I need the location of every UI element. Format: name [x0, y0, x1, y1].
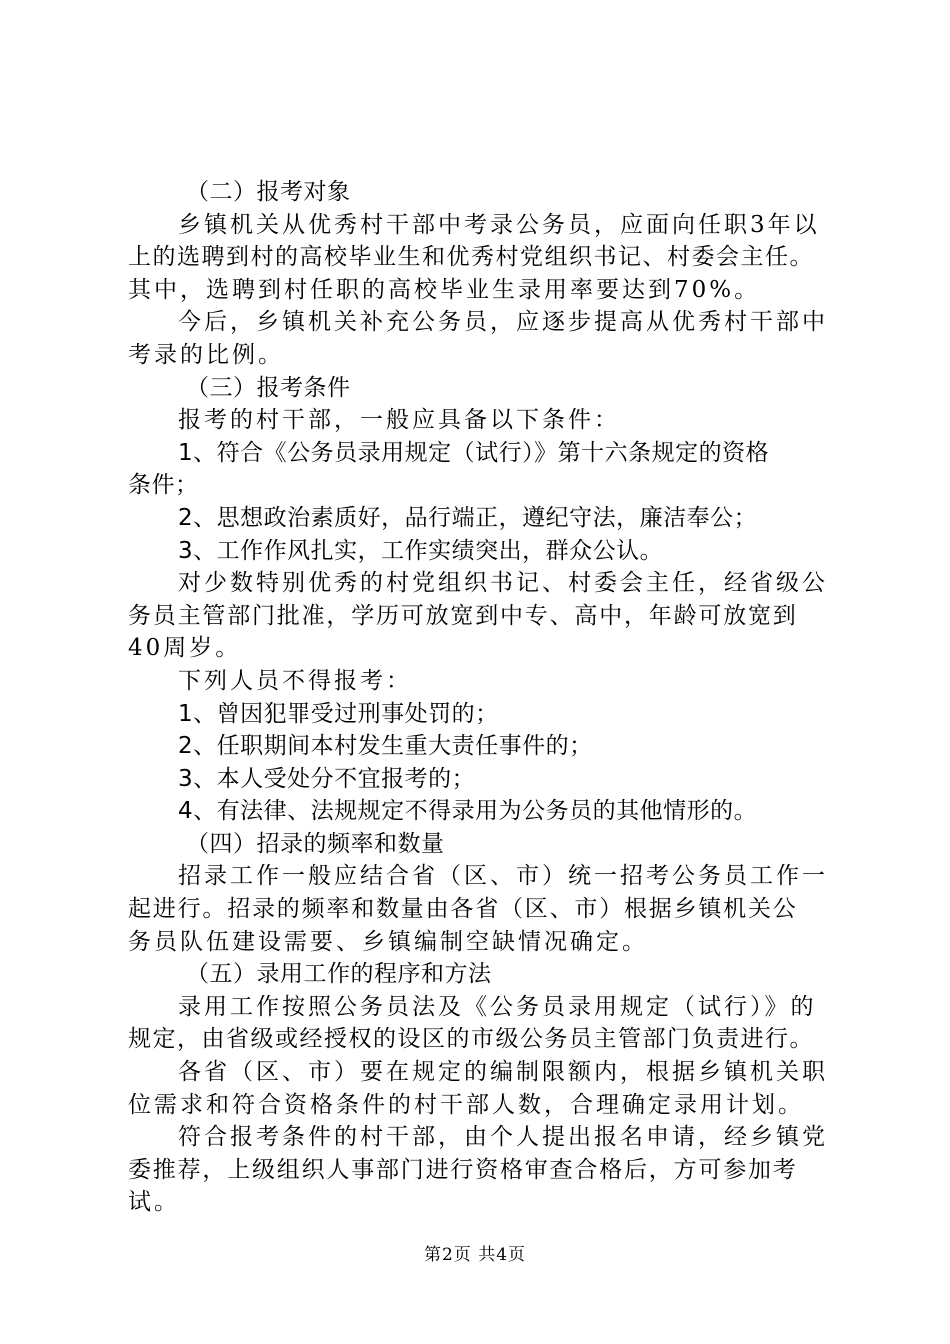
paragraph-line: 录用工作按照公务员法及《公务员录用规定（试行）》的	[178, 993, 817, 1020]
paragraph-line: 上的选聘到村的高校毕业生和优秀村党组织书记、村委会主任。	[128, 244, 814, 271]
page-number-footer: 第2页 共4页	[423, 1245, 527, 1265]
section-heading-2: （二）报考对象	[186, 179, 351, 205]
list-item: 4、有法律、法规规定不得录用为公务员的其他情形的。	[178, 798, 758, 825]
list-item: 2、思想政治素质好，品行端正，遵纪守法，廉洁奉公；	[178, 504, 758, 531]
section-heading-3: （三）报考条件	[186, 374, 351, 401]
list-item: 1、曾因犯罪受过刑事处罚的；	[178, 700, 499, 727]
paragraph-line: 委推荐，上级组织人事部门进行资格审查合格后，方可参加考	[128, 1156, 798, 1183]
paragraph-line: 位需求和符合资格条件的村干部人数，合理确定录用计划。	[128, 1091, 804, 1118]
list-item: 3、工作作风扎实，工作实绩突出，群众公认。	[178, 537, 664, 564]
paragraph-line: 今后，乡镇机关补充公务员，应逐步提高从优秀村干部中	[178, 309, 828, 336]
paragraph-line: 40周岁。	[128, 635, 242, 662]
document-body	[128, 176, 840, 1219]
paragraph-line: 各省（区、市）要在规定的编制限额内，根据乡镇机关职	[178, 1059, 828, 1086]
section-heading-5: （五）录用工作的程序和方法	[186, 961, 492, 988]
paragraph-line: 乡镇机关从优秀村干部中考录公务员，应面向任职3年以	[178, 211, 820, 238]
paragraph-line: 下列人员不得报考：	[178, 667, 412, 694]
paragraph-line: 符合报考条件的村干部，由个人提出报名申请，经乡镇党	[178, 1124, 828, 1151]
paragraph-line: 起进行。招录的频率和数量由各省（区、市）根据乡镇机关公	[128, 896, 798, 923]
paragraph-line: 规定，由省级或经授权的设区的市级公务员主管部门负责进行。	[128, 1026, 814, 1053]
paragraph-line: 考录的比例。	[128, 341, 284, 368]
paragraph-line: 其中，选聘到村任职的高校毕业生录用率要达到70%。	[128, 276, 761, 303]
paragraph-line: 务员队伍建设需要、乡镇编制空缺情况确定。	[128, 928, 648, 955]
paragraph-line: 报考的村干部，一般应具备以下条件：	[178, 407, 620, 434]
paragraph-line: 试。	[128, 1189, 180, 1216]
list-item: 1、符合《公务员录用规定（试行）》第十六条规定的资格	[178, 439, 770, 466]
list-item-continuation: 条件；	[128, 472, 199, 499]
paragraph-line: 务员主管部门批准，学历可放宽到中专、高中，年龄可放宽到	[128, 602, 798, 629]
paragraph-line: 对少数特别优秀的村党组织书记、村委会主任，经省级公	[178, 570, 828, 597]
list-item: 3、本人受处分不宜报考的；	[178, 765, 476, 792]
paragraph-line: 招录工作一般应结合省（区、市）统一招考公务员工作一	[178, 863, 828, 890]
list-item: 2、任职期间本村发生重大责任事件的；	[178, 733, 593, 760]
section-heading-4: （四）招录的频率和数量	[186, 830, 445, 857]
